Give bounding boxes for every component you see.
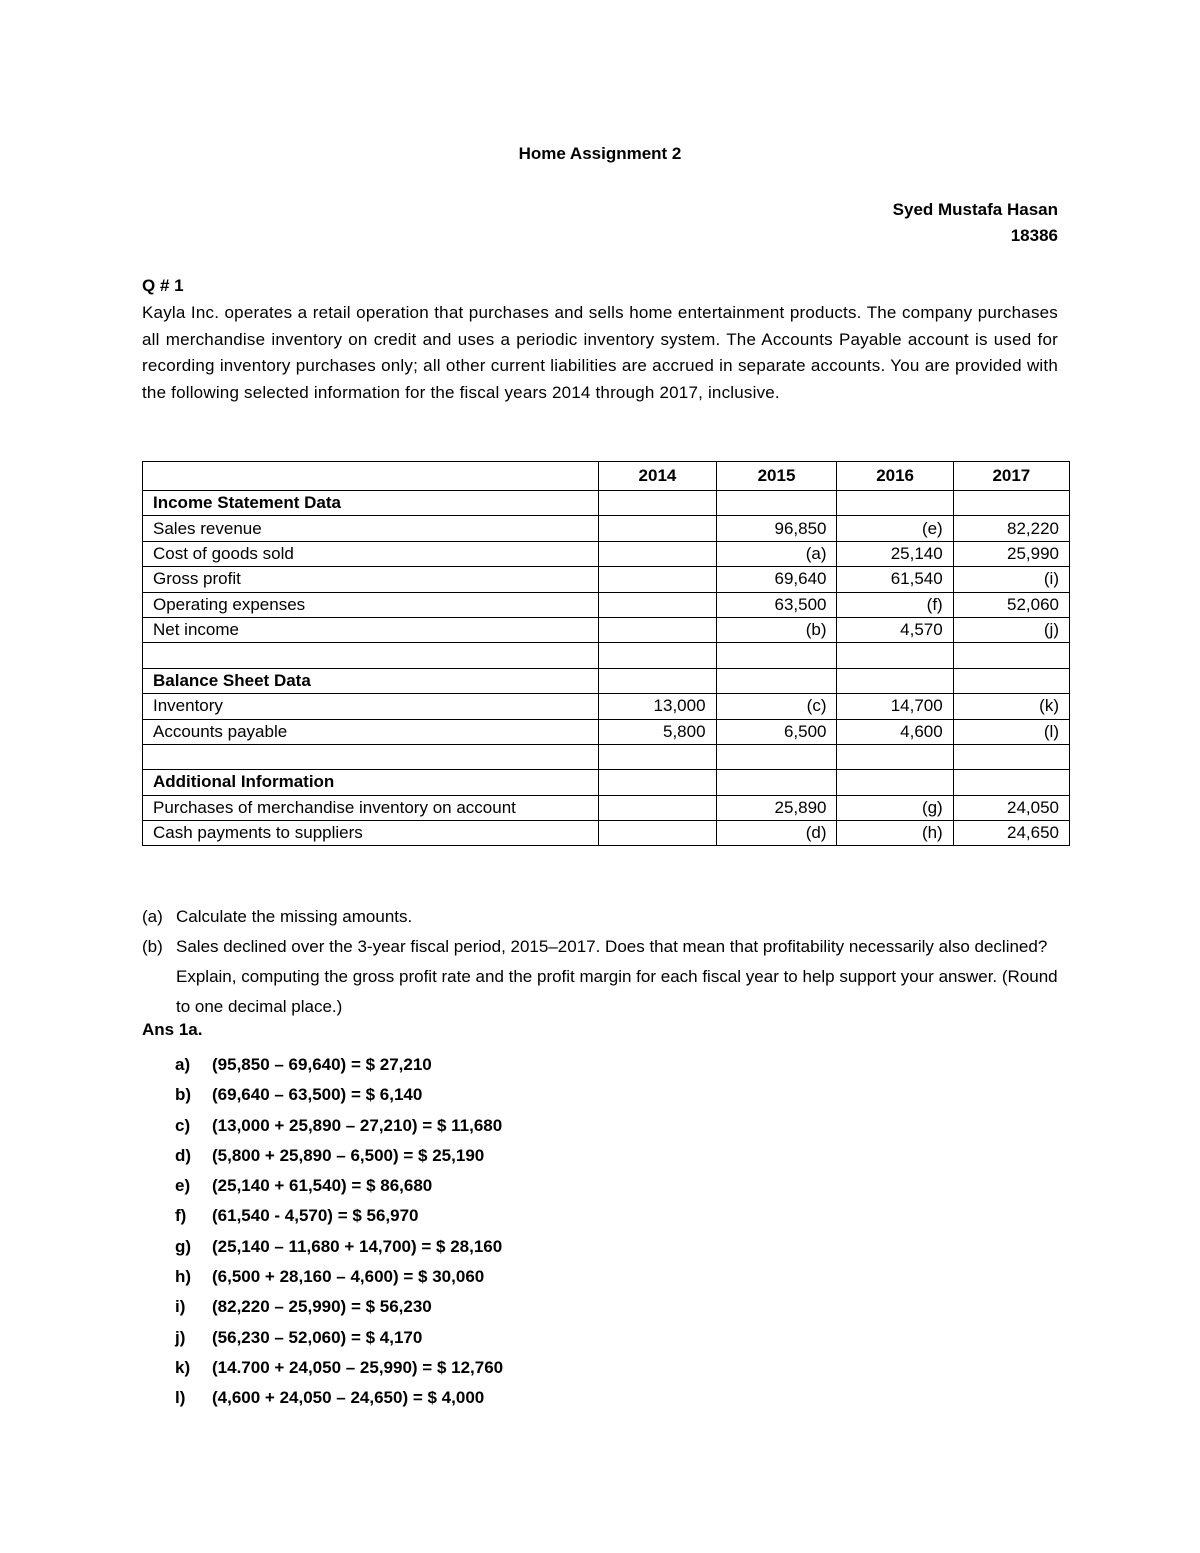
- row-label: [143, 643, 599, 668]
- table-row: [143, 567, 1070, 592]
- table-row: [143, 592, 1070, 617]
- answer-formula: (95,850 – 69,640) = $ 27,210: [212, 1055, 432, 1074]
- question-text: Sales declined over the 3-year fiscal period, 2015–2017. Does that mean that profitability necessarily also declined? Explain, computing the gross profit rate and the profit margin for each fiscal year to help support your answer. (Round to one decimal place.): [176, 937, 1058, 1016]
- table-cell: (j): [953, 617, 1069, 642]
- table-row: [143, 668, 1070, 693]
- question-label: (a): [142, 907, 163, 926]
- table-cell: [599, 567, 716, 592]
- row-label: Inventory: [143, 694, 599, 719]
- table-cell: [837, 668, 953, 693]
- student-id: 18386: [1010, 226, 1058, 245]
- answer-item: [175, 1323, 503, 1353]
- table-cell: [837, 770, 953, 795]
- table-cell: 52,060: [953, 592, 1069, 617]
- table-cell: 4,600: [837, 719, 953, 744]
- column-header: 2014: [599, 462, 716, 491]
- table-row: [143, 744, 1070, 769]
- table-cell: [953, 744, 1069, 769]
- answer-item: [175, 1201, 503, 1231]
- table-cell: (i): [953, 567, 1069, 592]
- answer-label: g): [175, 1236, 192, 1256]
- table-cell: [599, 643, 716, 668]
- table-cell: 69,640: [716, 567, 837, 592]
- table-cell: 25,140: [837, 541, 953, 566]
- answer-formula: (56,230 – 52,060) = $ 4,170: [212, 1327, 423, 1347]
- table-cell: [837, 744, 953, 769]
- table-cell: [599, 491, 716, 516]
- answer-formula: (6,500 + 28,160 – 4,600) = $ 30,060: [212, 1267, 485, 1287]
- table-row: [143, 821, 1070, 846]
- row-label: Net income: [143, 617, 599, 642]
- table-cell: (d): [716, 821, 837, 846]
- answer-formula: (25,140 – 11,680 + 14,700) = $ 28,160: [212, 1236, 503, 1256]
- table-cell: [716, 744, 837, 769]
- question-text: Calculate the missing amounts.: [176, 907, 413, 926]
- table-cell: (k): [953, 694, 1069, 719]
- table-row: [143, 516, 1070, 541]
- table-cell: [953, 491, 1069, 516]
- answer-label: h): [175, 1267, 192, 1287]
- table-cell: (g): [837, 795, 953, 820]
- table-cell: [599, 541, 716, 566]
- answer-label: j): [175, 1327, 186, 1347]
- answer-item: [175, 1050, 503, 1080]
- answer-item: [175, 1232, 503, 1262]
- column-header: 2017: [953, 462, 1069, 491]
- answer-label: k): [175, 1357, 191, 1377]
- table-cell: 61,540: [837, 567, 953, 592]
- row-label: Additional Information: [143, 770, 599, 795]
- answer-formula: (14.700 + 24,050 – 25,990) = $ 12,760: [212, 1357, 504, 1377]
- answer-item: [175, 1080, 503, 1110]
- answer-formula: (25,140 + 61,540) = $ 86,680: [212, 1176, 433, 1196]
- table-cell: [716, 643, 837, 668]
- table-cell: (l): [953, 719, 1069, 744]
- answer-heading: Ans 1a.: [142, 1020, 203, 1039]
- table-cell: [599, 617, 716, 642]
- table-cell: [953, 770, 1069, 795]
- column-header: 2016: [837, 462, 953, 491]
- table-row: [143, 694, 1070, 719]
- answer-label: f): [175, 1206, 187, 1226]
- table-cell: [599, 592, 716, 617]
- answer-item: [175, 1141, 503, 1171]
- column-header: 2015: [716, 462, 837, 491]
- financial-data-table: [142, 461, 1070, 846]
- author-name: Syed Mustafa Hasan: [892, 200, 1058, 219]
- table-cell: 14,700: [837, 694, 953, 719]
- question-number: Q # 1: [142, 276, 184, 295]
- table-cell: [599, 770, 716, 795]
- table-cell: 5,800: [599, 719, 716, 744]
- table-cell: [716, 668, 837, 693]
- answer-formula: (5,800 + 25,890 – 6,500) = $ 25,190: [212, 1145, 485, 1165]
- table-row: [143, 770, 1070, 795]
- table-cell: 4,570: [837, 617, 953, 642]
- table-row: [143, 643, 1070, 668]
- column-header: [143, 462, 599, 491]
- table-header-row: [143, 462, 1070, 491]
- table-row: [143, 719, 1070, 744]
- question-label: (b): [142, 937, 163, 956]
- row-label: Accounts payable: [143, 719, 599, 744]
- table-cell: 25,990: [953, 541, 1069, 566]
- table-cell: [599, 744, 716, 769]
- answer-item: [175, 1292, 503, 1322]
- table-row: [143, 795, 1070, 820]
- answer-label: l): [175, 1388, 186, 1408]
- table-cell: [953, 643, 1069, 668]
- answer-list: [175, 1050, 503, 1414]
- table-cell: [837, 491, 953, 516]
- table-cell: [716, 770, 837, 795]
- answer-label: d): [175, 1145, 192, 1165]
- row-label: [143, 744, 599, 769]
- table-cell: [599, 516, 716, 541]
- answer-formula: (61,540 - 4,570) = $ 56,970: [212, 1206, 419, 1226]
- answer-item: [175, 1262, 503, 1292]
- table-row: [143, 491, 1070, 516]
- table-cell: 24,650: [953, 821, 1069, 846]
- row-label: Operating expenses: [143, 592, 599, 617]
- table-cell: [716, 491, 837, 516]
- table-cell: [599, 668, 716, 693]
- row-label: Balance Sheet Data: [143, 668, 599, 693]
- question-item: [142, 932, 1062, 1022]
- table-cell: 82,220: [953, 516, 1069, 541]
- answer-item: [175, 1171, 503, 1201]
- table-cell: 25,890: [716, 795, 837, 820]
- table-cell: (c): [716, 694, 837, 719]
- row-label: Cost of goods sold: [143, 541, 599, 566]
- document-title: Home Assignment 2: [518, 144, 682, 163]
- answer-label: c): [175, 1115, 191, 1135]
- row-label: Gross profit: [143, 567, 599, 592]
- answer-item: [175, 1383, 503, 1413]
- answer-label: e): [175, 1176, 191, 1196]
- row-label: Purchases of merchandise inventory on account: [143, 795, 599, 820]
- answer-label: i): [175, 1297, 186, 1317]
- question-list: [142, 902, 1062, 1022]
- table-cell: 96,850: [716, 516, 837, 541]
- table-cell: 6,500: [716, 719, 837, 744]
- question-item: [142, 902, 1062, 932]
- row-label: Sales revenue: [143, 516, 599, 541]
- table-cell: 13,000: [599, 694, 716, 719]
- answer-label: b): [175, 1085, 192, 1105]
- author-block: [893, 197, 1058, 249]
- answer-formula: (13,000 + 25,890 – 27,210) = $ 11,680: [212, 1115, 503, 1135]
- table-cell: [599, 795, 716, 820]
- answer-item: [175, 1353, 503, 1383]
- table-cell: [599, 821, 716, 846]
- table-cell: (h): [837, 821, 953, 846]
- table-row: [143, 617, 1070, 642]
- table-cell: (b): [716, 617, 837, 642]
- row-label: Cash payments to suppliers: [143, 821, 599, 846]
- answer-item: [175, 1111, 503, 1141]
- question-paragraph: Kayla Inc. operates a retail operation that purchases and sells home entertainment products. The company purchases all merchandise inventory on credit and uses a periodic inventory system. The Accounts Payable account is used for recording inventory purchases only; all other current liabilities are accrued in separate accounts. You are provided with the following selected information for the fiscal years 2014 through 2017, inclusive.: [142, 303, 1058, 402]
- table-row: [143, 541, 1070, 566]
- table-cell: 63,500: [716, 592, 837, 617]
- table-cell: (a): [716, 541, 837, 566]
- table-cell: [953, 668, 1069, 693]
- table-cell: (f): [837, 592, 953, 617]
- answer-label: a): [175, 1055, 191, 1074]
- answer-formula: (69,640 – 63,500) = $ 6,140: [212, 1085, 423, 1105]
- row-label: Income Statement Data: [143, 491, 599, 516]
- table-cell: 24,050: [953, 795, 1069, 820]
- table-cell: [837, 643, 953, 668]
- table-cell: (e): [837, 516, 953, 541]
- answer-formula: (4,600 + 24,050 – 24,650) = $ 4,000: [212, 1388, 485, 1408]
- answer-formula: (82,220 – 25,990) = $ 56,230: [212, 1297, 432, 1317]
